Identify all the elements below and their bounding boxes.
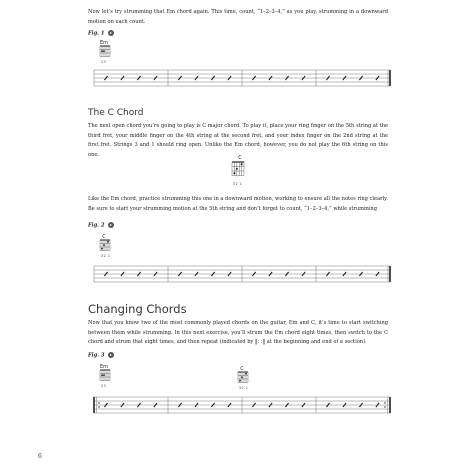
c-chord-diagram (232, 162, 246, 180)
fig3-strum-staff (94, 397, 390, 419)
audio-play-icon[interactable] (108, 30, 114, 36)
changing-chords-heading: Changing Chords (88, 302, 187, 316)
fig3-chord2-name: C (240, 366, 244, 372)
fig2-chord-name: C (102, 234, 106, 240)
fig3-chord2-finger-numbers: 32 1 (239, 386, 249, 390)
audio-play-icon[interactable] (108, 222, 114, 228)
changing-chords-paragraph: Now that you know two of the most commonly played chords on the guitar, Em and C, it’s time to start switching between them while strumming. In this next exercise, you’ll strum the Em chord eight times, then switch to the C chord and strum that eight times, and then repeat (indicated by ‖: :‖ at the beginning and end of a section). (88, 320, 388, 346)
fig1-strum-staff (94, 70, 390, 92)
fig1-chord-name: Em (99, 40, 109, 46)
fig1-finger-numbers: 23 (101, 60, 107, 64)
fig2-strum-staff (94, 266, 390, 288)
c-chord-diagram-name: C (238, 155, 242, 161)
c-chord-heading: The C Chord (88, 108, 144, 118)
c-chord-finger-numbers: 32 1 (233, 182, 243, 186)
audio-play-icon[interactable] (108, 352, 114, 358)
page-number: 6 (38, 453, 42, 460)
c-chord-paragraph: The next open chord you’re going to play is C major chord. To play it, place your ring finger on the 5th string at the third fret, your middle finger on the 4th string at the second fret, and your index finger on the 2nd string at the first fret. Strings 3 and 1 should ring open. Unlike the Em chord, however, you do not play the 6th string on this one. (88, 123, 388, 158)
fig1-chord-diagram (100, 46, 110, 60)
fig2-finger-numbers: 32 1 (101, 254, 111, 258)
intro-paragraph: Now let’s try strumming that Em chord again. This time, count, “1–2–3–4,” as you play, strumming in a downward motion on each count. (88, 9, 388, 25)
fig3-chord1-name: Em (99, 364, 109, 370)
fig3-chord2-diagram (238, 372, 248, 386)
c-practice-paragraph: Like the Em chord, practice strumming this one in a downward motion, working to ensure all the notes ring clearly. Be sure to start your strumming motion at the 5th string and don’t forget to count, “1–2–3–4,” while strumming (88, 196, 388, 212)
fig3-chord1-finger-numbers: 23 (101, 384, 107, 388)
fig3-label: Fig. 3 (88, 352, 114, 359)
fig1-label: Fig. 1 (88, 30, 114, 37)
fig2-label: Fig. 2 (88, 222, 114, 229)
fig3-chord1-diagram (100, 370, 110, 384)
fig2-chord-diagram (100, 240, 110, 254)
